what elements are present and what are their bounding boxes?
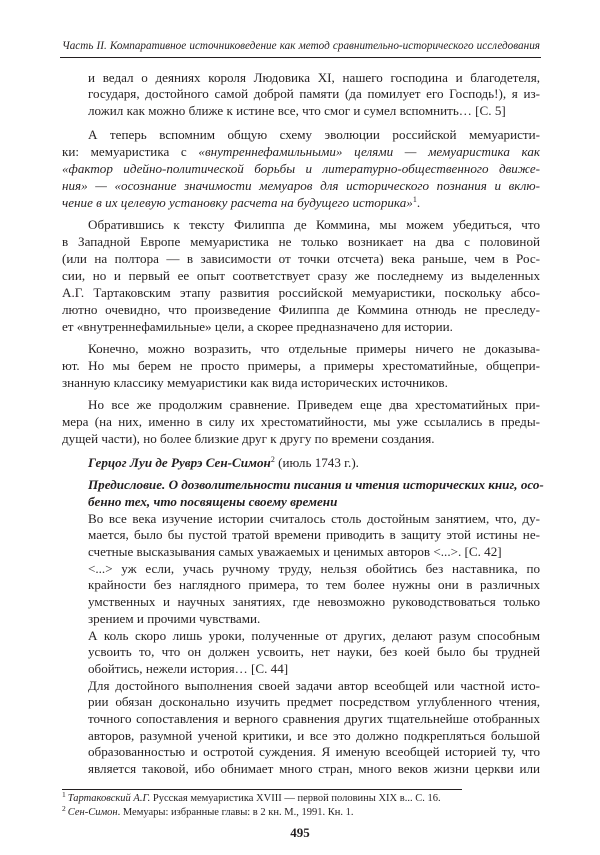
text-line [88, 561, 540, 578]
text-line [88, 594, 540, 611]
footnote-1 [62, 792, 441, 806]
text-line [88, 577, 540, 594]
text-line [62, 194, 540, 211]
text-run: Во все века изучение истории считалось столь достойным занятием, что, ду- [88, 510, 540, 526]
text-line [62, 160, 540, 177]
text-run: рии обязан досконально изучить предмет посредством углубленного чтения, [88, 694, 540, 710]
text-line [88, 511, 540, 528]
text-line [62, 340, 540, 357]
text-line [62, 318, 540, 335]
text-run: усвоить то, что он должен усвоить, нет науки, без коей было бы трудней [88, 644, 540, 660]
text-line [88, 644, 540, 661]
text-run: мера (на них, именно в силу их хрестоматийности, мы уже ссылались в преды- [62, 413, 540, 429]
quotation [88, 511, 540, 561]
subheading [88, 476, 544, 510]
footnote-2 [62, 803, 441, 820]
text-run: ки: мемуаристика с [62, 143, 199, 159]
paragraph [62, 126, 540, 211]
text-run: чение в их целевую установку расчета на будущего историка» [62, 194, 413, 210]
text-run: сии, но и первый ее опыт соответствует сразу же последнему из выделенных [62, 267, 540, 283]
paragraph [62, 216, 540, 335]
text-line [88, 744, 540, 761]
footnote-rule [62, 789, 462, 790]
text-run: <...> уж если, учась ручному труду, нельзя обойтись без наставника, по [88, 560, 540, 576]
text-line [88, 728, 540, 745]
footnote-ref: 1 [412, 194, 417, 204]
text-run: является таковой, ибо обнимает много стран, много веков жизни церкви или [88, 761, 540, 777]
text-line [62, 357, 540, 374]
text-run: . [416, 194, 421, 210]
page-number: 495 [290, 825, 310, 840]
text-line [88, 103, 540, 120]
text-run: А коль скоро лишь уроки, полученные от других, делают разум способным [88, 627, 540, 643]
text-line [62, 143, 540, 160]
text-run: Для достойного выполнения своей задачи автор всеобщей или частной исто- [88, 677, 540, 693]
footnote-text: Русская мемуаристика XVIII — первой половины XIX в... С. 16. [150, 793, 441, 804]
text-run: Предисловие. О дозволительности писания и чтения исторических книг, осо- [88, 476, 544, 492]
text-line [62, 374, 540, 391]
quotation [88, 678, 540, 778]
text-line [62, 430, 540, 447]
text-line [62, 233, 540, 250]
text-run: обойтись, нежели история… [С. 44] [88, 660, 289, 676]
text-run: ния» — «осознание значимости мемуаров для исторического познания и вклю- [62, 177, 540, 193]
heading [88, 454, 540, 471]
quotation [88, 628, 540, 678]
footnote-author: Тартаковский А.Г. [67, 793, 151, 804]
text-run: Конечно, можно возразить, что отдельные примеры ничего не доказыва- [88, 340, 540, 356]
text-line [88, 454, 540, 471]
text-run: бенно тех, что посвящены своему времени [88, 493, 338, 509]
text-line [62, 250, 540, 267]
text-run: авторов, разумной ученой критики, и все это должно подкрепляться большой [88, 727, 540, 743]
quotation [88, 70, 540, 120]
quotation [88, 561, 540, 628]
footnote-number: 1 [62, 790, 66, 799]
text-line [88, 694, 540, 711]
text-line [88, 86, 540, 103]
text-run: «фактор идейно-политической борьбы и литературно-общественного движе- [62, 160, 540, 176]
text-run: умственных и научных занятиях, где невозможно руководствоваться только [88, 594, 540, 610]
text-line [88, 527, 540, 544]
text-run: крайности без наглядного примера, то тем более нужны они в различных [88, 577, 540, 593]
text-line [88, 678, 540, 695]
text-line [88, 711, 540, 728]
text-line [62, 413, 540, 430]
text-run: зрением и прочими чувствами. [88, 610, 261, 626]
text-run: Но все же продолжим сравнение. Приведем еще два хрестоматийных при- [88, 396, 540, 412]
paragraph [62, 396, 540, 447]
footnote-author: Сен-Симон [67, 806, 118, 818]
footnotes [62, 792, 441, 819]
footnote-text: . Мемуары: избранные главы: в 2 кн. М., 1991. Кн. 1. [117, 806, 354, 818]
footnote-number: 2 [62, 803, 66, 813]
text-run: дущей части), но более близкие друг к другу по времени создания. [62, 430, 435, 446]
text-run: счетные высказывания самых уважаемых и ценимых авторов <...>. [С. 42] [88, 543, 502, 559]
text-line [88, 544, 540, 561]
text-line [88, 493, 540, 510]
text-line [62, 126, 540, 143]
text-line [88, 761, 540, 778]
text-run: ют. Но мы берем не просто примеры, а примеры хрестоматийные, общепри- [62, 357, 540, 373]
text-line [62, 284, 540, 301]
text-run: в Западной Европе мемуаристика не только возникает на два с половиной [62, 233, 540, 249]
text-line [88, 611, 540, 628]
text-line [88, 70, 540, 87]
text-line [62, 177, 540, 194]
text-run: Герцог Луи де Руврэ Сен-Симон [88, 454, 271, 470]
text-run: точного сопоставления и верного сравнения других тщательнейше отобранных [88, 710, 540, 726]
text-run: А теперь вспомним общую схему эволюции российской мемуаристи- [88, 126, 540, 142]
text-run: (июль 1743 г.). [274, 454, 359, 470]
text-run: (или на полтора — в зависимости от точки отсчета) века раньше, чем в Рос- [62, 250, 540, 266]
text-line [88, 476, 544, 493]
running-head: Часть II. Компаративное источниковедение как метод сравнительно-исторического исследования [62, 40, 540, 52]
text-run: «внутреннефамильными» целями — мемуаристика как [198, 143, 540, 159]
text-run: А.Г. Тартаковским этапу развития российской мемуаристики, поскольку абсо- [62, 284, 540, 300]
text-run: мается, было бы пустой тратой времени приводить в защиту этой истины не- [88, 527, 540, 543]
header-rule [60, 57, 541, 58]
paragraph [62, 340, 540, 391]
text-line [62, 216, 540, 233]
text-run: лютно очевидно, что произведение Филиппа де Коммина отнюдь не преследу- [62, 301, 540, 317]
text-line [62, 267, 540, 284]
text-line [88, 661, 540, 678]
text-run: образованностью и остротой суждения. Я именую всеобщей историей ту, что [88, 744, 540, 760]
text-line [88, 628, 540, 645]
text-run: государя, достойного самой доброй памяти (да помилует его Господь!), я из- [88, 86, 540, 102]
text-line [62, 301, 540, 318]
text-run: ет «внутреннефамильные» цели, а скорее предназначено для истории. [62, 318, 453, 334]
text-run: и ведал о деяниях короля Людовика XI, нашего господина и благодетеля, [88, 69, 540, 85]
text-run: Обратившись к тексту Филиппа де Коммина, мы можем убедиться, что [88, 216, 540, 232]
text-line [62, 396, 540, 413]
text-run: знанную классику мемуаристики как вида исторических источников. [62, 374, 448, 390]
text-run: ложил как можно ближе к истине все, что смог и сумел вспомнить… [С. 5] [88, 102, 506, 118]
footnote-ref: 2 [270, 454, 275, 464]
